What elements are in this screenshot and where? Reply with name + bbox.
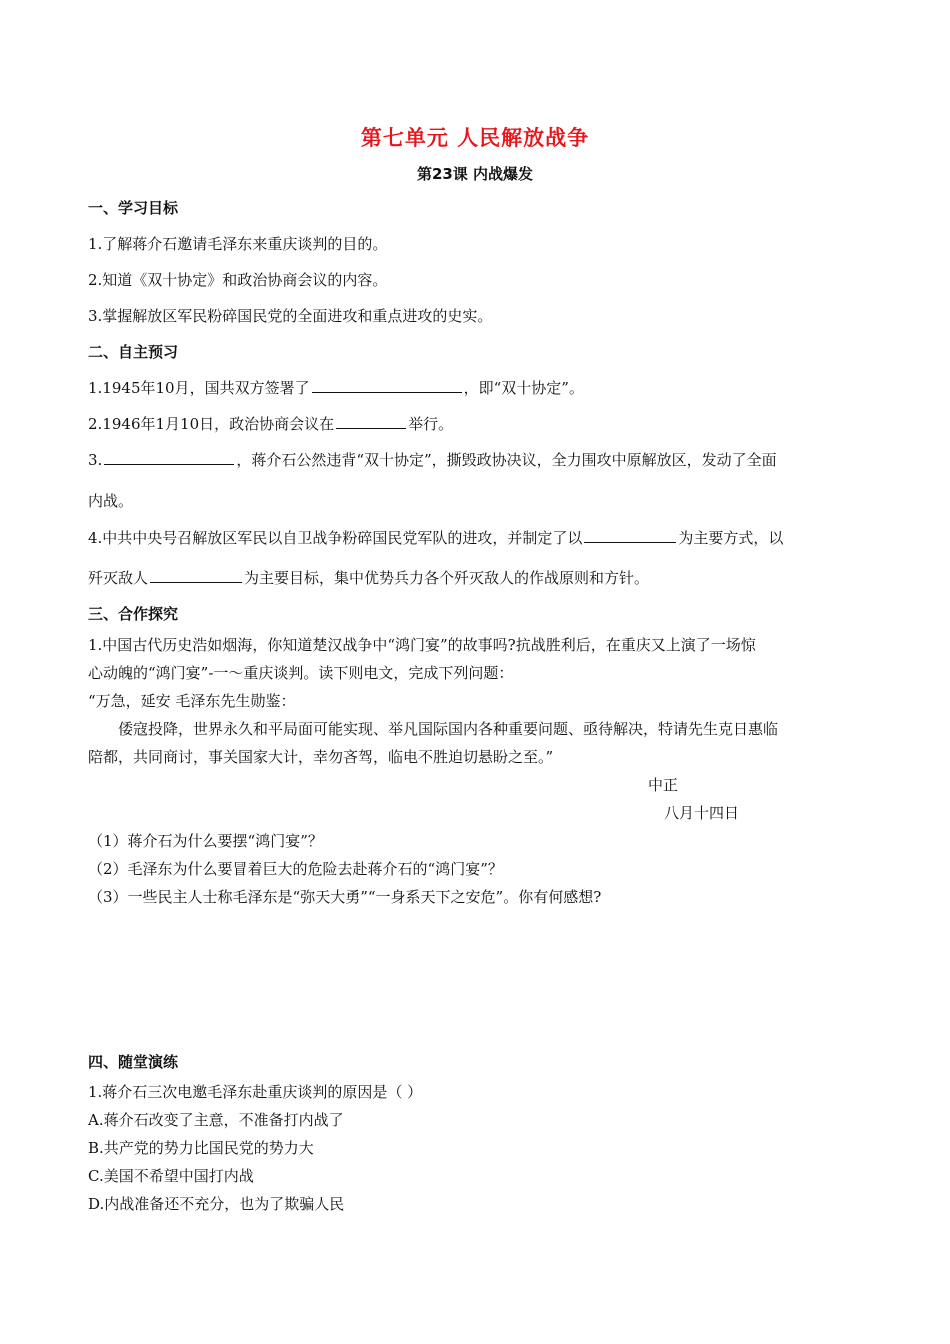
- section-heading-preview: 二、自主预习: [88, 343, 179, 361]
- question-text: 3.: [88, 451, 103, 469]
- preview-question-4-cont: [88, 567, 649, 588]
- telegram-salutation: “万急，延安 毛泽东先生勋鉴：: [88, 692, 296, 710]
- telegram-body: 陪都，共同商讨，事关国家大计，幸勿吝驾，临电不胜迫切悬盼之至。”: [88, 748, 554, 766]
- exercise-option-a: A.蒋介石改变了主意，不准备打内战了: [88, 1111, 344, 1129]
- question-text: 2.1946年1月10日，政治协商会议在: [88, 415, 335, 433]
- answer-blank[interactable]: [336, 414, 406, 429]
- preview-question-4: [88, 527, 783, 548]
- inquiry-question-1: （1）蒋介石为什么要摆“鸿门宴”？: [88, 832, 323, 850]
- question-text: 为主要目标，集中优势兵力各个歼灭敌人的作战原则和方针。: [244, 569, 650, 587]
- exercise-question-1: 1.蒋介石三次电邀毛泽东赴重庆谈判的原因是（ ）: [88, 1083, 423, 1101]
- question-text: 4.中共中央号召解放区军民以自卫战争粉碎国民党军队的进攻，并制定了以: [88, 529, 583, 547]
- answer-blank[interactable]: [150, 568, 242, 583]
- exercise-option-d: D.内战准备还不充分，也为了欺骗人民: [88, 1195, 345, 1213]
- inquiry-paragraph: 1.中国古代历史浩如烟海，你知道楚汉战争中“鸿门宴”的故事吗?抗战胜利后，在重庆又上演了一场惊: [88, 636, 756, 654]
- question-text: ，即“双十协定”。: [463, 379, 584, 397]
- inquiry-paragraph: 心动魄的“鸿门宴”-一～重庆谈判。读下则电文，完成下列问题：: [88, 664, 514, 682]
- question-text: 1.1945年10月，国共双方签署了: [88, 379, 310, 397]
- exercise-option-b: B.共产党的势力比国民党的势力大: [88, 1139, 314, 1157]
- answer-blank[interactable]: [312, 378, 462, 393]
- inquiry-question-2: （2）毛泽东为什么要冒着巨大的危险去赴蒋介石的“鸿门宴”？: [88, 860, 503, 878]
- telegram-signature: 中正: [648, 776, 679, 794]
- exercise-option-c: C.美国不希望中国打内战: [88, 1167, 254, 1185]
- answer-blank[interactable]: [104, 450, 234, 465]
- question-text: 举行。: [408, 415, 454, 433]
- objective-item: 1.了解蒋介石邀请毛泽东来重庆谈判的目的。: [88, 235, 388, 253]
- section-heading-inquiry: 三、合作探究: [88, 605, 179, 623]
- section-heading-objectives: 一、学习目标: [88, 199, 179, 217]
- inquiry-question-3: （3）一些民主人士称毛泽东是“弥天大勇”“一身系天下之安危”。你有何感想?: [88, 888, 602, 906]
- telegram-body: 倭寇投降，世界永久和平局面可能实现、举凡国际国内各种重要问题、亟待解决，特请先生克日惠临: [118, 720, 779, 738]
- answer-blank[interactable]: [584, 528, 676, 543]
- preview-question-3: [88, 449, 777, 470]
- preview-question-2: [88, 413, 453, 434]
- question-text: 歼灭敌人: [88, 569, 149, 587]
- lesson-title: 第23课 内战爆发: [416, 165, 534, 183]
- preview-question-1: [88, 377, 584, 398]
- question-text: ，蒋介石公然违背“双十协定”，撕毁政协决议，全力围攻中原解放区，发动了全面: [236, 451, 777, 469]
- question-text: 为主要方式，以: [678, 529, 784, 547]
- objective-item: 2.知道《双十协定》和政治协商会议的内容。: [88, 271, 388, 289]
- objective-item: 3.掌握解放区军民粉碎国民党的全面进攻和重点进攻的史实。: [88, 307, 493, 325]
- preview-question-3-cont: 内战。: [88, 492, 134, 510]
- unit-title: 第七单元 人民解放战争: [360, 126, 590, 150]
- telegram-date: 八月十四日: [664, 804, 740, 822]
- section-heading-exercise: 四、随堂演练: [88, 1053, 179, 1071]
